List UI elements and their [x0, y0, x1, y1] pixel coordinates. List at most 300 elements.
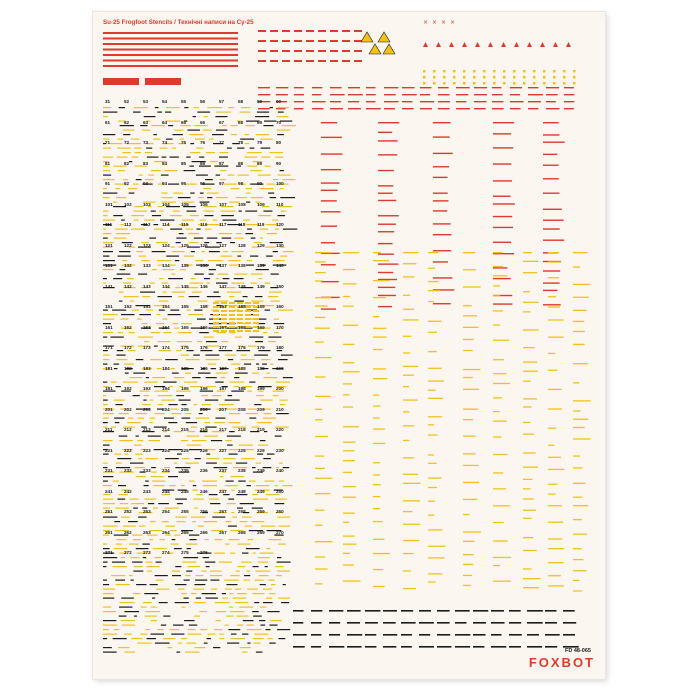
- yellow-stencil-decal: [315, 409, 322, 410]
- yellow-stencil-decal: [548, 575, 561, 576]
- black-stencil-decal: [365, 622, 378, 624]
- black-stencil-decal: [216, 418, 226, 419]
- yellow-stencil-decal: [114, 629, 119, 630]
- yellow-stencil-decal: [134, 107, 148, 108]
- decal-number: 104: [162, 201, 170, 207]
- black-stencil-decal: [509, 646, 521, 648]
- yellow-stencil-decal: [373, 394, 379, 395]
- black-stencil-decal: [473, 646, 484, 648]
- black-stencil-decal: [159, 310, 165, 311]
- yellow-stencil-decal: [143, 602, 152, 603]
- decal-number: 94: [162, 181, 168, 186]
- yellow-stencil-decal: [156, 589, 169, 590]
- yellow-stencil-decal: [463, 409, 478, 410]
- yellow-stencil-decal: [237, 322, 243, 324]
- red-stencil-decal: [378, 253, 394, 254]
- yellow-stencil-decal: [237, 593, 247, 594]
- black-stencil-decal: [365, 610, 380, 612]
- yellow-stencil-decal: [130, 557, 139, 558]
- yellow-stencil-decal: [276, 575, 282, 576]
- yellow-stencil-decal: [127, 422, 141, 423]
- black-stencil-decal: [245, 211, 257, 212]
- black-stencil-decal: [125, 373, 129, 374]
- black-stencil-decal: [113, 278, 122, 279]
- yellow-stencil-decal: [194, 508, 198, 509]
- red-stencil-decal: [378, 295, 396, 296]
- black-stencil-decal: [274, 503, 284, 504]
- red-stencil-decal: [474, 94, 487, 95]
- yellow-stencil-decal: [178, 332, 191, 333]
- black-stencil-decal: [273, 251, 278, 252]
- decal-number: 84: [162, 160, 168, 166]
- decal-number: 224: [162, 447, 170, 453]
- red-stencil-decal: [294, 87, 304, 88]
- decal-number: 186: [200, 365, 208, 371]
- yellow-stencil-decal: [268, 341, 276, 342]
- red-stencil-decal: [384, 101, 399, 102]
- yellow-stencil-decal: [124, 454, 128, 455]
- red-triangle-decal: [423, 42, 428, 47]
- yellow-stencil-decal: [188, 629, 196, 630]
- yellow-stencil-decal: [204, 116, 208, 117]
- yellow-stencil-decal: [215, 620, 221, 621]
- yellow-stencil-decal: [150, 400, 153, 401]
- red-triangle-decal: [475, 42, 480, 47]
- yellow-stencil-decal: [118, 139, 123, 140]
- yellow-stencil-decal: [162, 494, 171, 495]
- yellow-stencil-decal: [403, 252, 418, 253]
- yellow-stencil-decal: [373, 508, 380, 509]
- black-stencil-decal: [116, 355, 125, 356]
- yellow-stencil-decal: [315, 468, 325, 469]
- black-stencil-decal: [210, 580, 219, 581]
- yellow-stencil-decal: [189, 134, 203, 135]
- black-stencil-decal: [118, 485, 126, 486]
- yellow-stencil-decal: [135, 152, 141, 153]
- black-stencil-decal: [182, 418, 191, 419]
- decal-number: 74: [162, 140, 168, 145]
- black-stencil-decal: [172, 373, 179, 374]
- decal-number: 211: [105, 427, 113, 432]
- black-stencil-decal: [234, 278, 244, 279]
- yellow-stencil-decal: [103, 503, 115, 504]
- yellow-stencil-decal: [136, 413, 147, 414]
- red-stencil-decal: [493, 163, 511, 164]
- decal-number: 58: [238, 99, 244, 104]
- red-stencil-decal: [258, 87, 270, 88]
- black-stencil-decal: [329, 646, 344, 648]
- black-stencil-decal: [227, 436, 241, 437]
- yellow-stencil-decal: [573, 438, 590, 439]
- yellow-stencil-decal: [228, 107, 234, 108]
- black-stencil-decal: [237, 256, 241, 257]
- yellow-stencil-decal: [373, 260, 389, 261]
- yellow-square-decal: [483, 76, 486, 79]
- black-stencil-decal: [254, 355, 268, 356]
- red-stencil-decal: [378, 243, 393, 244]
- yellow-stencil-decal: [181, 485, 185, 486]
- yellow-stencil-decal: [258, 562, 269, 563]
- decal-number: 181: [105, 365, 113, 371]
- decal-number: 168: [238, 324, 246, 330]
- yellow-stencil-decal: [373, 280, 389, 281]
- decal-sheet: [93, 12, 605, 679]
- decal-number: 267: [219, 529, 227, 535]
- yellow-stencil-decal: [124, 364, 134, 365]
- yellow-stencil-decal: [463, 369, 480, 370]
- black-stencil-decal: [255, 116, 269, 117]
- yellow-stencil-decal: [253, 318, 259, 320]
- red-stencil-decal: [546, 94, 558, 95]
- yellow-stencil-decal: [266, 598, 273, 599]
- black-stencil-decal: [252, 467, 256, 468]
- decal-number: 273: [143, 550, 151, 555]
- red-stencil-decal: [330, 30, 338, 32]
- yellow-stencil-decal: [138, 418, 144, 419]
- black-stencil-decal: [103, 256, 109, 257]
- black-stencil-decal: [211, 368, 216, 369]
- red-stencil-decal: [564, 94, 574, 95]
- yellow-stencil-decal: [493, 383, 510, 384]
- yellow-stencil-decal: [118, 170, 125, 171]
- black-stencil-decal: [206, 463, 217, 464]
- yellow-stencil-decal: [238, 544, 251, 545]
- black-stencil-decal: [196, 229, 200, 230]
- yellow-stencil-decal: [236, 197, 247, 198]
- red-stencil-decal: [321, 242, 335, 243]
- black-stencil-decal: [210, 503, 220, 504]
- yellow-stencil-decal: [428, 501, 435, 502]
- yellow-square-decal: [503, 76, 506, 79]
- black-stencil-decal: [124, 611, 139, 612]
- decal-number: 187: [219, 365, 227, 371]
- yellow-stencil-decal: [548, 353, 555, 354]
- yellow-stencil-decal: [258, 175, 271, 176]
- black-stencil-decal: [115, 422, 120, 423]
- black-stencil-decal: [563, 634, 575, 636]
- yellow-stencil-decal: [166, 107, 180, 108]
- yellow-stencil-decal: [213, 220, 218, 221]
- decal-number: 144: [162, 283, 170, 289]
- yellow-stencil-decal: [274, 485, 277, 486]
- red-stencil-decal: [321, 190, 338, 191]
- yellow-stencil-decal: [209, 499, 219, 500]
- red-stencil-decal: [318, 60, 326, 62]
- yellow-stencil-decal: [119, 413, 129, 414]
- black-stencil-decal: [143, 557, 146, 558]
- red-stencil-decal: [420, 87, 431, 88]
- yellow-stencil-decal: [250, 283, 257, 284]
- yellow-stencil-decal: [103, 607, 111, 608]
- yellow-stencil-decal: [315, 317, 325, 318]
- yellow-stencil-decal: [196, 575, 204, 576]
- red-stencil-decal: [493, 147, 513, 148]
- black-stencil-decal: [222, 238, 232, 239]
- yellow-stencil-decal: [203, 188, 211, 189]
- black-stencil-decal: [256, 269, 269, 270]
- decal-number: 155: [181, 304, 189, 309]
- red-stencil-decal: [342, 30, 350, 32]
- yellow-stencil-decal: [229, 306, 235, 308]
- yellow-stencil-decal: [237, 625, 243, 626]
- black-stencil-decal: [212, 517, 225, 518]
- yellow-stencil-decal: [523, 488, 530, 489]
- yellow-stencil-decal: [276, 382, 290, 383]
- yellow-stencil-decal: [229, 422, 241, 423]
- decal-number: 62: [124, 119, 130, 125]
- decal-number: 72: [124, 140, 130, 145]
- black-stencil-decal: [509, 634, 522, 636]
- yellow-stencil-decal: [158, 395, 173, 396]
- decal-number: 184: [162, 365, 170, 371]
- red-stencil-decal: [564, 87, 574, 88]
- black-stencil-decal: [247, 643, 250, 644]
- red-stencil-decal: [282, 60, 290, 62]
- decal-number: 252: [124, 509, 132, 514]
- decal-number: 121: [105, 242, 113, 248]
- yellow-stencil-decal: [523, 371, 538, 372]
- yellow-stencil-decal: [180, 125, 190, 126]
- black-stencil-decal: [262, 364, 267, 365]
- yellow-stencil-decal: [278, 598, 290, 599]
- yellow-stencil-decal: [343, 426, 359, 427]
- black-stencil-decal: [211, 440, 222, 441]
- yellow-stencil-decal: [245, 188, 252, 189]
- yellow-stencil-decal: [343, 441, 355, 442]
- yellow-stencil-decal: [231, 134, 237, 135]
- yellow-stencil-decal: [548, 548, 564, 549]
- decal-number: 230: [276, 447, 284, 453]
- yellow-stencil-decal: [148, 175, 154, 176]
- red-stencil-decal: [330, 94, 345, 95]
- yellow-stencil-decal: [173, 211, 180, 212]
- yellow-stencil-decal: [428, 301, 434, 302]
- yellow-stencil-decal: [181, 607, 185, 608]
- red-stencil-decal: [306, 60, 314, 62]
- black-stencil-decal: [114, 368, 118, 369]
- yellow-stencil-decal: [428, 321, 441, 322]
- black-stencil-decal: [473, 610, 488, 612]
- yellow-stencil-decal: [204, 211, 214, 212]
- cross-mark-icon: ×: [441, 19, 447, 26]
- black-stencil-decal: [182, 404, 187, 405]
- decal-number: 259: [257, 509, 265, 514]
- yellow-stencil-decal: [203, 485, 217, 486]
- red-stencil-decal: [492, 94, 503, 95]
- yellow-stencil-decal: [134, 566, 143, 567]
- yellow-stencil-decal: [245, 526, 252, 527]
- decal-number: 194: [162, 386, 170, 391]
- black-stencil-decal: [383, 634, 397, 636]
- yellow-stencil-decal: [573, 284, 590, 285]
- yellow-stencil-decal: [266, 373, 269, 374]
- black-stencil-decal: [246, 265, 254, 266]
- red-stencil-decal: [312, 94, 321, 95]
- black-stencil-decal: [157, 112, 162, 113]
- yellow-stencil-decal: [261, 526, 276, 527]
- yellow-stencil-decal: [194, 602, 206, 603]
- yellow-stencil-decal: [343, 371, 360, 372]
- yellow-stencil-decal: [225, 625, 229, 626]
- yellow-stencil-decal: [181, 440, 188, 441]
- warning-triangle-icon: [383, 44, 395, 54]
- yellow-stencil-decal: [160, 148, 168, 149]
- yellow-stencil-decal: [240, 112, 251, 113]
- yellow-stencil-decal: [115, 229, 128, 230]
- yellow-stencil-decal: [197, 341, 203, 342]
- yellow-stencil-decal: [247, 589, 258, 590]
- yellow-stencil-decal: [403, 352, 410, 353]
- red-stencil-decal: [270, 50, 278, 52]
- yellow-stencil-decal: [120, 319, 128, 320]
- decal-number: 96: [200, 181, 206, 186]
- black-stencil-decal: [227, 445, 233, 446]
- black-stencil-decal: [155, 107, 159, 108]
- black-stencil-decal: [206, 341, 217, 342]
- yellow-stencil-decal: [164, 170, 177, 171]
- yellow-stencil-decal: [203, 130, 212, 131]
- yellow-stencil-decal: [278, 107, 289, 108]
- decal-number: 236: [200, 468, 208, 473]
- yellow-stencil-decal: [177, 341, 192, 342]
- yellow-stencil-decal: [428, 454, 434, 455]
- decal-number: 142: [124, 283, 132, 289]
- sheet-title: Su-25 Frogfoot Stencils / Технічні написи на Су-25: [103, 19, 254, 26]
- decal-number: 59: [257, 99, 263, 104]
- decal-number: 253: [143, 509, 151, 514]
- black-stencil-decal: [250, 256, 258, 257]
- decal-number: 234: [162, 468, 170, 473]
- red-stencil-decal: [402, 101, 412, 102]
- red-stencil-decal: [348, 101, 359, 102]
- yellow-stencil-decal: [219, 233, 232, 234]
- black-stencil-decal: [209, 274, 214, 275]
- yellow-stencil-decal: [216, 611, 226, 612]
- red-stencil-decal: [321, 153, 342, 154]
- black-stencil-decal: [365, 646, 376, 648]
- yellow-stencil-decal: [137, 319, 142, 320]
- yellow-stencil-decal: [573, 455, 580, 456]
- yellow-stencil-decal: [343, 383, 352, 384]
- black-stencil-decal: [264, 121, 276, 122]
- stripe-decal: [103, 32, 238, 34]
- yellow-stencil-decal: [493, 310, 503, 311]
- decal-number: 215: [181, 427, 189, 432]
- yellow-stencil-decal: [573, 310, 586, 311]
- yellow-stencil-decal: [103, 148, 111, 149]
- decal-number: 149: [257, 283, 265, 289]
- yellow-stencil-decal: [103, 211, 108, 212]
- red-stencil-decal: [321, 169, 341, 170]
- yellow-stencil-decal: [103, 494, 111, 495]
- yellow-stencil-decal: [403, 474, 418, 475]
- red-stencil-decal: [348, 108, 361, 109]
- yellow-stencil-decal: [215, 301, 228, 302]
- yellow-stencil-decal: [173, 193, 183, 194]
- yellow-stencil-decal: [129, 332, 135, 333]
- yellow-stencil-decal: [254, 634, 268, 635]
- yellow-stencil-decal: [343, 283, 356, 284]
- yellow-stencil-decal: [277, 517, 290, 518]
- black-stencil-decal: [455, 634, 470, 636]
- decal-number: 202: [124, 406, 132, 412]
- decal-number: 107: [219, 201, 227, 207]
- yellow-stencil-decal: [195, 125, 208, 126]
- red-stencil-decal: [456, 87, 470, 88]
- yellow-stencil-decal: [103, 116, 108, 117]
- yellow-stencil-decal: [229, 326, 235, 328]
- black-stencil-decal: [236, 463, 247, 464]
- yellow-stencil-decal: [268, 580, 275, 581]
- yellow-stencil-decal: [343, 406, 353, 407]
- black-stencil-decal: [270, 107, 273, 108]
- yellow-stencil-decal: [373, 428, 385, 429]
- decal-number: 70: [276, 119, 282, 125]
- yellow-stencil-decal: [207, 346, 219, 347]
- yellow-stencil-decal: [548, 408, 562, 409]
- decal-number: 75: [181, 140, 187, 145]
- black-stencil-decal: [278, 359, 288, 360]
- red-stencil-decal: [321, 308, 336, 309]
- black-stencil-decal: [113, 638, 127, 639]
- black-stencil-decal: [491, 634, 502, 636]
- yellow-stencil-decal: [256, 134, 269, 135]
- decal-number: 225: [181, 447, 189, 453]
- yellow-square-decal: [543, 70, 546, 73]
- black-stencil-decal: [527, 634, 539, 636]
- yellow-stencil-decal: [250, 170, 262, 171]
- black-stencil-decal: [103, 620, 116, 621]
- red-stencil-decal: [384, 87, 398, 88]
- red-stencil-decal: [354, 30, 362, 32]
- decal-number: 261: [105, 529, 113, 535]
- yellow-stencil-decal: [116, 539, 126, 540]
- red-stencil-decal: [433, 122, 451, 123]
- black-stencil-decal: [103, 193, 117, 194]
- yellow-stencil-decal: [270, 364, 273, 365]
- yellow-square-decal: [443, 76, 446, 79]
- red-stencil-decal: [348, 87, 360, 88]
- yellow-stencil-decal: [203, 337, 213, 338]
- yellow-stencil-decal: [172, 571, 180, 572]
- yellow-stencil-decal: [315, 261, 326, 262]
- black-stencil-decal: [151, 211, 156, 212]
- black-stencil-decal: [103, 557, 117, 558]
- yellow-stencil-decal: [241, 562, 251, 563]
- red-stencil-decal: [294, 101, 304, 102]
- yellow-stencil-decal: [130, 499, 139, 500]
- black-stencil-decal: [249, 337, 263, 338]
- yellow-stencil-decal: [258, 215, 271, 216]
- yellow-stencil-decal: [403, 411, 409, 412]
- yellow-stencil-decal: [315, 297, 331, 298]
- yellow-stencil-decal: [223, 184, 236, 185]
- yellow-stencil-decal: [236, 571, 240, 572]
- red-stencil-decal: [543, 165, 558, 166]
- black-stencil-decal: [277, 134, 284, 135]
- decal-number: 264: [162, 529, 170, 535]
- black-stencil-decal: [235, 373, 248, 374]
- yellow-stencil-decal: [123, 382, 138, 383]
- yellow-stencil-decal: [206, 359, 220, 360]
- black-stencil-decal: [226, 481, 234, 482]
- yellow-stencil-decal: [274, 319, 279, 320]
- yellow-stencil-decal: [271, 301, 280, 302]
- black-stencil-decal: [103, 562, 108, 563]
- yellow-stencil-decal: [200, 629, 207, 630]
- yellow-stencil-decal: [403, 263, 416, 264]
- red-stencil-decal: [402, 94, 417, 95]
